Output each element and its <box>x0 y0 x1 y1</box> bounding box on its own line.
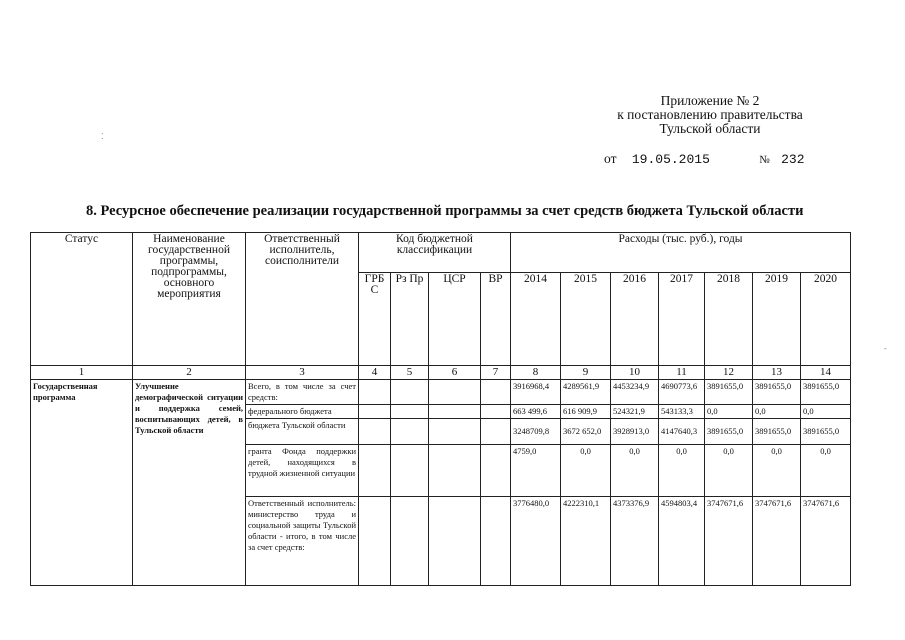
column-number: 14 <box>801 366 851 380</box>
column-number: 5 <box>391 366 429 380</box>
header-budget-code: Код бюджетной классификации <box>359 233 511 273</box>
value-cell: 0,0 <box>705 445 753 497</box>
order-date: 19.05.2015 <box>631 152 710 167</box>
order-line <box>604 151 805 167</box>
order-number: 232 <box>781 152 805 167</box>
header-name: Наименование государственной программы, подпрограммы, основного мероприятия <box>133 233 246 366</box>
header-executor: Ответственный исполнитель, соисполнители <box>246 233 359 366</box>
value-cell: 3747671,6 <box>801 497 851 586</box>
header-status: Статус <box>31 233 133 366</box>
row-label: гранта Фонда поддержки детей, находящихся в трудной жизненной ситуации <box>246 445 359 497</box>
header-csr: ЦСР <box>429 273 481 366</box>
row-label: бюджета Тульской области <box>246 419 359 445</box>
program-name: Улучшение демографической ситуации и поддержка семей, воспитывающих детей, в Тульской области <box>133 380 246 586</box>
value-cell: 3747671,6 <box>753 497 801 586</box>
value-cell: 4222310,1 <box>561 497 611 586</box>
value-cell: 3776480,0 <box>511 497 561 586</box>
budget-table <box>30 232 851 586</box>
column-number: 1 <box>31 366 133 380</box>
value-cell: 3928913,0 <box>611 419 659 445</box>
order-from-label: от <box>604 151 617 166</box>
header-rzpr: Рз Пр <box>391 273 429 366</box>
table-row <box>31 380 851 405</box>
column-number: 2 <box>133 366 246 380</box>
value-cell: 616 909,9 <box>561 405 611 419</box>
value-cell: 4690773,6 <box>659 380 705 405</box>
value-cell: 0,0 <box>753 445 801 497</box>
program-status: Государственная программа <box>31 380 133 586</box>
value-cell: 3747671,6 <box>705 497 753 586</box>
header-year: 2014 <box>511 273 561 366</box>
column-number: 3 <box>246 366 359 380</box>
header-year: 2019 <box>753 273 801 366</box>
appendix-line-2: к постановлению правительства <box>617 107 803 122</box>
column-number: 4 <box>359 366 391 380</box>
column-number: 12 <box>705 366 753 380</box>
appendix-line-3: Тульской области <box>659 121 761 136</box>
value-cell: 524321,9 <box>611 405 659 419</box>
value-cell: 3891655,0 <box>705 419 753 445</box>
value-cell: 4594803,4 <box>659 497 705 586</box>
value-cell: 4147640,3 <box>659 419 705 445</box>
value-cell: 543133,3 <box>659 405 705 419</box>
value-cell: 3891655,0 <box>753 419 801 445</box>
column-number: 7 <box>481 366 511 380</box>
order-number-label: № <box>759 154 770 166</box>
value-cell: 3916968,4 <box>511 380 561 405</box>
column-number: 8 <box>511 366 561 380</box>
value-cell: 0,0 <box>753 405 801 419</box>
column-number: 13 <box>753 366 801 380</box>
column-number: 10 <box>611 366 659 380</box>
scan-speck: - <box>884 344 887 353</box>
value-cell: 3891655,0 <box>801 380 851 405</box>
header-vr: ВР <box>481 273 511 366</box>
value-cell: 3672 652,0 <box>561 419 611 445</box>
value-cell: 3248709,8 <box>511 419 561 445</box>
column-number: 9 <box>561 366 611 380</box>
header-year: 2020 <box>801 273 851 366</box>
column-number: 11 <box>659 366 705 380</box>
value-cell: 0,0 <box>659 445 705 497</box>
header-year: 2016 <box>611 273 659 366</box>
value-cell: 4759,0 <box>511 445 561 497</box>
value-cell: 3891655,0 <box>801 419 851 445</box>
scan-speck: ⁚ <box>101 132 104 141</box>
value-cell: 0,0 <box>801 445 851 497</box>
header-grbs: ГРБ С <box>359 273 391 366</box>
value-cell: 0,0 <box>561 445 611 497</box>
value-cell: 0,0 <box>801 405 851 419</box>
row-label: федерального бюджета <box>246 405 359 419</box>
column-number: 6 <box>429 366 481 380</box>
section-title: 8. Ресурсное обеспечение реализации государственной программы за счет средств бюджета Тульской области <box>86 203 804 219</box>
value-cell: 0,0 <box>611 445 659 497</box>
row-label: Ответственный исполнитель: министерство труда и социальной защиты Тульской области - итого, в том числе за счет средств: <box>246 497 359 586</box>
appendix-line-1: Приложение № 2 <box>660 93 760 108</box>
value-cell: 4373376,9 <box>611 497 659 586</box>
row-label: Всего, в том числе за счет средств: <box>246 380 359 405</box>
value-cell: 663 499,6 <box>511 405 561 419</box>
header-year: 2018 <box>705 273 753 366</box>
value-cell: 3891655,0 <box>753 380 801 405</box>
value-cell: 4289561,9 <box>561 380 611 405</box>
header-year: 2017 <box>659 273 705 366</box>
value-cell: 0,0 <box>705 405 753 419</box>
header-year: 2015 <box>561 273 611 366</box>
appendix-block <box>560 94 860 136</box>
value-cell: 3891655,0 <box>705 380 753 405</box>
header-expenses: Расходы (тыс. руб.), годы <box>511 233 851 273</box>
value-cell: 4453234,9 <box>611 380 659 405</box>
